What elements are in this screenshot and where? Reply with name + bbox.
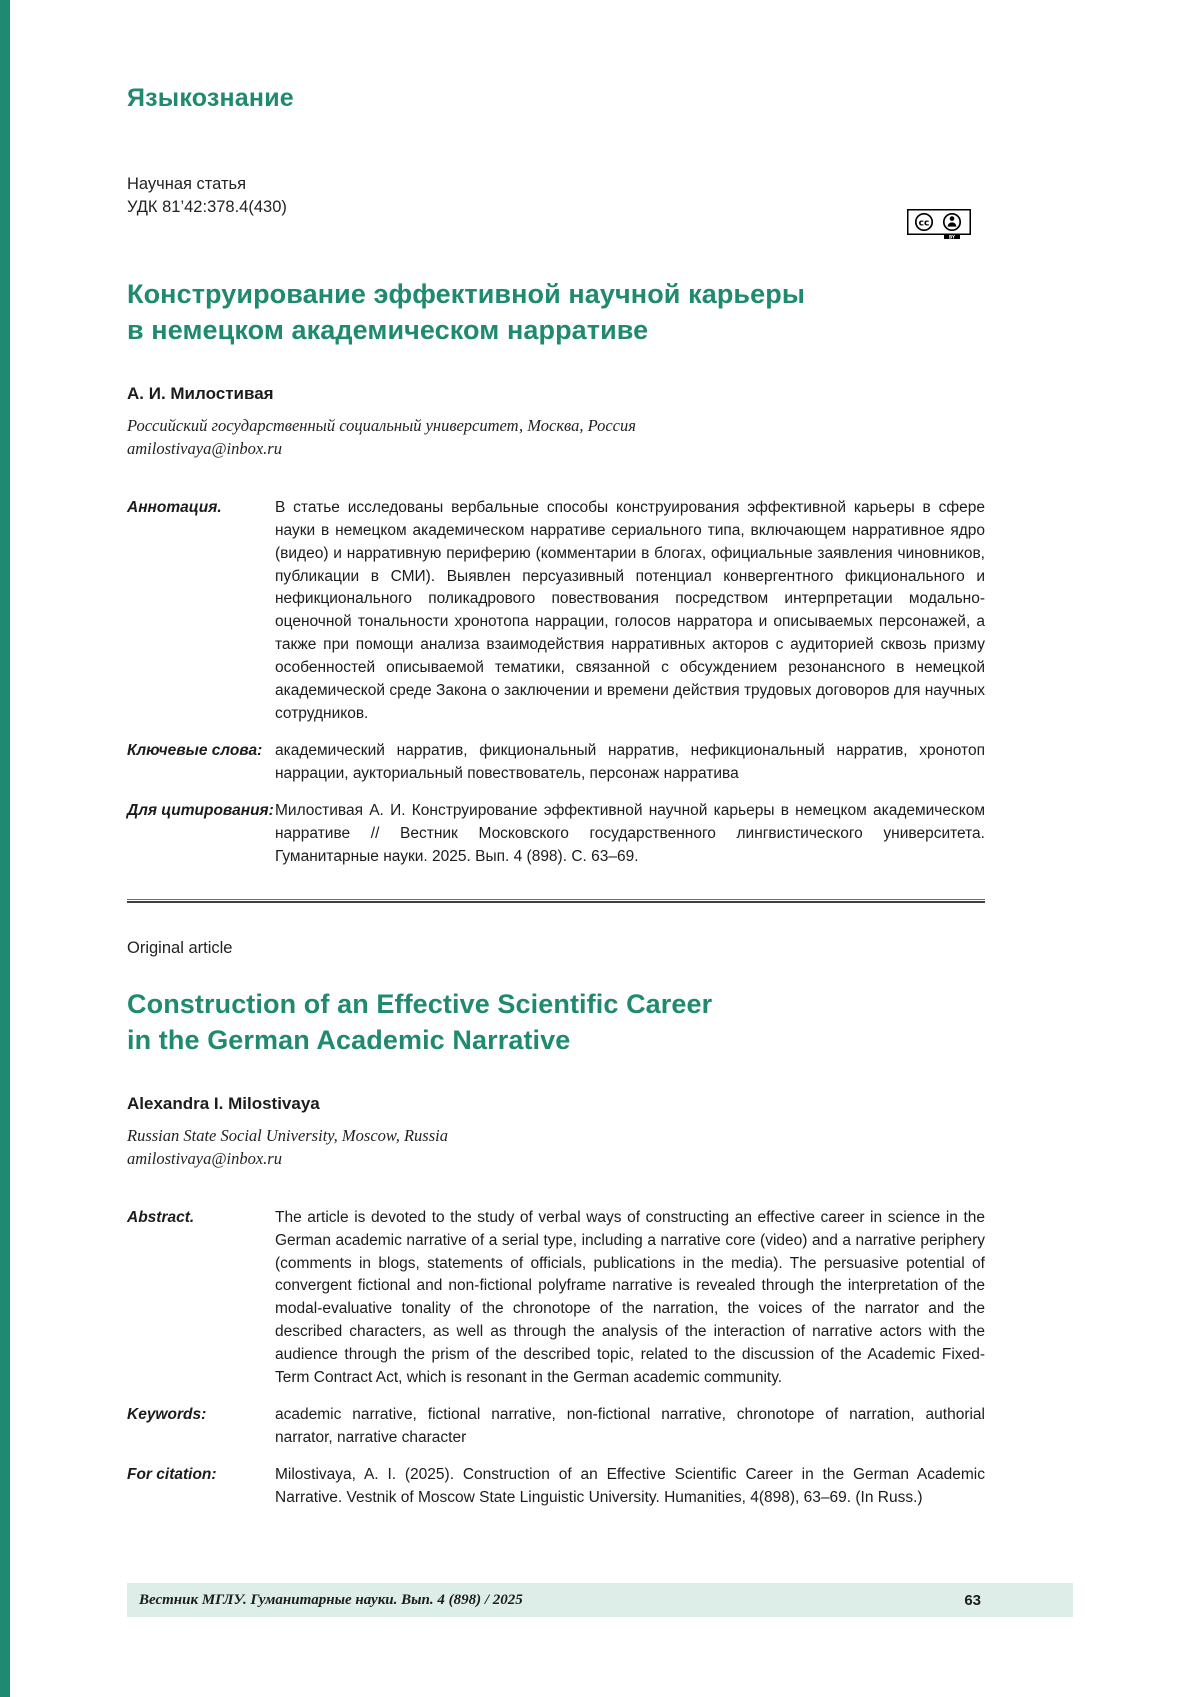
- keywords-text-ru: академический нарратив, фикциональный нарратив, нефикциональный нарратив, хронотоп наррации, аукториальный повествователь, персонаж нарратива: [275, 742, 985, 783]
- keywords-row-en: [127, 1404, 985, 1450]
- abstract-text-en: The article is devoted to the study of verbal ways of constructing an effective career in science in the German academic narrative of a serial type, including a narrative core (video) and a narrative periphery (comments in blogs, statements of officials, publications in the media). The persuasive potential of convergent fictional and non-fictional polyframe narrative is revealed through the interpretation of the modal-evaluative tonality of the chronotope of the narration, the voices of the narrator and the described characters, as well as through the analysis of the interaction of narrative actors with the audience through the prism of the described topic, related to the discussion of the Academic Fixed-Term Contract Act, which is resonant in the German academic community.: [275, 1208, 985, 1387]
- abstract-block-ru: [127, 497, 985, 869]
- keywords-label-en: Keywords:: [127, 1406, 207, 1424]
- citation-label-en: For citation:: [127, 1466, 217, 1484]
- author-affiliation-ru: Российский государственный социальный университет, Москва, Россия: [127, 416, 636, 436]
- article-title-en: Construction of an Effective Scientific Career in the German Academic Narrative: [127, 988, 713, 1055]
- citation-row-en: [127, 1464, 985, 1510]
- article-meta-block: [127, 173, 985, 239]
- article-type-ru: Научная статья: [127, 175, 247, 193]
- page-footer: [127, 1583, 1073, 1617]
- abstract-label-ru: Аннотация.: [127, 498, 222, 516]
- abstract-text-ru: В статье исследованы вербальные способы конструирования эффективной карьеры в сфере науки в немецком академическом нарративе сериального типа, включающем нарративное ядро (видео) и нарративную периферию (комментарии в блогах, официальные заявления чиновников, публикации в СМИ). Выявлен персуазивный потенциал конвергентного фикционального и нефикционального поликадрового повествования посредством интерпретации модально-оценочной тональности хронотопа наррации, голосов нарратора и описываемых персонажей, а также при помощи анализа взаимодействия нарративных акторов с аудиторией сквозь призму особенностей описываемой тематики, связанной с обсуждением резонансного в немецкой академической среде Закона о заключении и времени действия трудовых договоров для научных сотрудников.: [275, 498, 985, 723]
- cc-by-license-icon: [907, 209, 971, 239]
- abstract-row-ru: [127, 497, 985, 726]
- article-type-en: Original article: [127, 938, 233, 957]
- section-divider: [127, 899, 985, 903]
- author-name-en: Alexandra I. Milostivaya: [127, 1094, 320, 1114]
- abstract-block-en: [127, 1207, 985, 1510]
- svg-text:cc: cc: [918, 218, 930, 229]
- journal-section-heading: Языкознание: [127, 84, 294, 112]
- footer-page-number: 63: [964, 1591, 981, 1609]
- left-accent-bar: [0, 0, 10, 1697]
- abstract-row-en: [127, 1207, 985, 1391]
- abstract-label-en: Abstract.: [127, 1208, 195, 1226]
- footer-journal-title: Вестник МГЛУ. Гуманитарные науки. Вып. 4 (898) / 2025: [139, 1591, 523, 1608]
- article-title-ru: Конструирование эффективной научной карьеры в немецком академическом нарративе: [127, 278, 805, 346]
- keywords-label-ru: Ключевые слова:: [127, 742, 263, 760]
- author-email-ru: amilostivaya@inbox.ru: [127, 438, 282, 458]
- udc-number: УДК 81’42:378.4(430): [127, 198, 287, 217]
- cc-by-label: BY: [949, 234, 955, 239]
- citation-label-ru: Для цитирования:: [127, 801, 274, 819]
- citation-text-ru: Милостивая А. И. Конструирование эффективной научной карьеры в немецком академическом нарративе // Вестник Московского государственного лингвистического университета. Гуманитарные науки. 2025. Вып. 4 (898). С. 63–69.: [275, 801, 985, 865]
- citation-row-ru: [127, 800, 985, 869]
- keywords-row-ru: [127, 740, 985, 786]
- citation-text-en: Milostivaya, A. I. (2025). Construction of an Effective Scientific Career in the German Academic Narrative. Vestnik of Moscow State Linguistic University. Humanities, 4(898), 63–69. (In Russ.): [275, 1466, 985, 1506]
- author-name-ru: А. И. Милостивая: [127, 384, 274, 404]
- page-content: [127, 0, 985, 1510]
- author-email-en: amilostivaya@inbox.ru: [127, 1148, 282, 1168]
- keywords-text-en: academic narrative, fictional narrative, non-fictional narrative, chronotope of narration, authorial narrator, narrative character: [275, 1406, 985, 1447]
- author-affiliation-en: Russian State Social University, Moscow, Russia: [127, 1126, 448, 1146]
